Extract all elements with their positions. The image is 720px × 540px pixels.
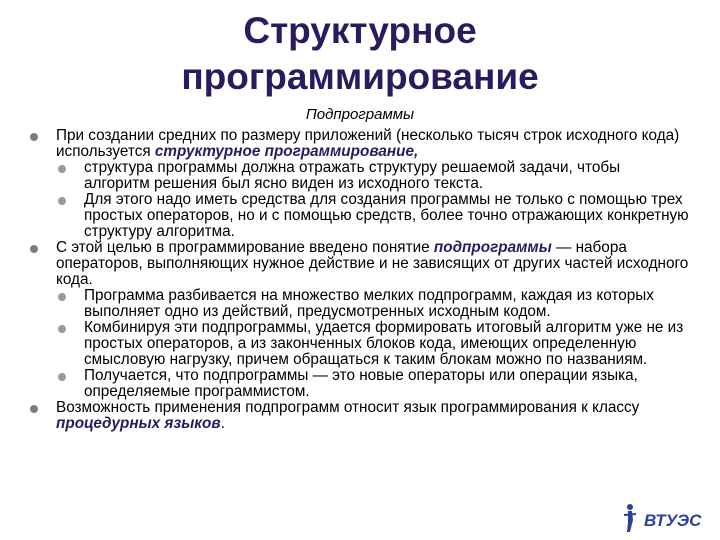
bullet-dot-icon — [30, 405, 38, 413]
bullet-text: При создании средних по размеру приложений (несколько тысяч строк исходного кода) используется — [56, 127, 680, 160]
bullet-dot-icon — [58, 165, 66, 173]
bullet-dot-icon — [58, 373, 66, 381]
slide-title — [0, 8, 720, 100]
bullet-list — [28, 128, 690, 432]
logo-text: ВТУЭС — [644, 511, 702, 530]
bullet-text-tail: . — [220, 415, 225, 432]
sub-bullet-item — [56, 192, 690, 240]
sub-bullet-item — [56, 288, 690, 320]
university-logo-icon — [620, 498, 712, 534]
bullet-dot-icon — [30, 245, 38, 253]
bullet-item — [28, 240, 690, 288]
slide-subtitle: Подпрограммы — [305, 106, 415, 123]
bullet-emphasis: подпрограммы — [433, 239, 552, 256]
sub-bullet-item — [56, 368, 690, 400]
bullet-text-tail: — набора операторов, выполняющих нужное действие и не зависящих от других частей исходного кода. — [56, 239, 689, 288]
bullet-dot-icon — [58, 293, 66, 301]
sub-bullet-text: структура программы должна отражать структуру решаемой задачи, чтобы алгоритм решения был ясно виден из исходного текста. — [84, 159, 621, 192]
sub-bullet-text: Программа разбивается на множество мелких подпрограмм, каждая из которых выполняет одно из действий, предусмотренных исходным кодом. — [84, 287, 654, 320]
bullet-item — [28, 128, 690, 160]
bullet-emphasis: структурное программирование, — [154, 143, 419, 160]
bullet-text: Возможность применения подпрограмм относит язык программирования к классу — [56, 399, 640, 416]
bullet-dot-icon — [30, 133, 38, 141]
slide-title-line-2: программирование — [181, 56, 539, 97]
sub-bullet-text: Для этого надо иметь средства для создания программы не только с помощью трех простых операторов, но и с помощью средств, более точно отражающих конкретную структуру алгоритма. — [84, 191, 689, 240]
slide-title-line-1: Структурное — [243, 10, 477, 51]
bullet-dot-icon — [58, 197, 66, 205]
sub-bullet-item — [56, 160, 690, 192]
bullet-item — [28, 400, 690, 432]
bullet-dot-icon — [58, 325, 66, 333]
sub-bullet-item — [56, 320, 690, 368]
sub-bullet-text: Комбинируя эти подпрограммы, удается формировать итоговый алгоритм уже не из простых операторов, а из законченных блоков кода, имеющих определенную смысловую нагрузку, причем обращаться к таким блокам можно по названиям. — [84, 319, 684, 368]
sub-bullet-text: Получается, что подпрограммы — это новые операторы или операции языка, определяемые программистом. — [84, 367, 638, 400]
bullet-emphasis: процедурных языков — [56, 415, 221, 432]
bullet-text: С этой целью в программирование введено понятие — [56, 239, 434, 256]
